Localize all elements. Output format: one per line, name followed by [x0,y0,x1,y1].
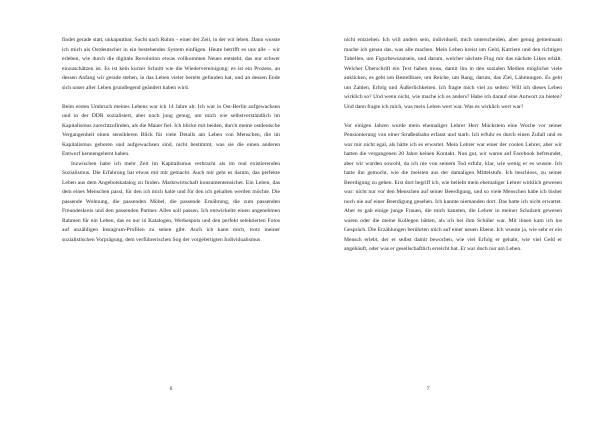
right-page [300,0,600,424]
left-page-text [62,36,280,245]
paragraph: Beim ersten Umbruch meines Lebens war ich 14 Jahre alt. Ich war in Ost-Berlin aufgewachsen und in der DDR sozialisiert, aber noch jung genug, um mich wie selbstverständlich im Kapitalismus zurechtzufinden, als die Mauer fiel. Ich blicke mit beiden, durch meine ostdeutsche Vergangenheit einen sensibleren Blick für viele Details am Leben von Menschen, die im Kapitalismus geboren und aufgewachsen sind, nicht bestimmt, was sie die einen anderen Entwurf kennengelernt haben. [62,103,280,157]
paragraph: Vor einigen Jahren wurde mein ehemaliger Lehrer Herr Mückstein eine Woche vor seiner Pensionierung von einer Straßenbahn erfasst und starb. Ich erfuhr es durch einen Zufall und es war mir nicht egal, als hätte ich es erwartet. Mein Lehrer war einer der coolen Lehrer, aber wir hatten die vergangenen 20 Jahre keinen Kontakt. Nun gut, wir waren auf Facebook befreundet, aber wir wurden sowohl, da ich nie von seinem Tod erfuhr, klar, wie wenig er es wusste. Ich hatte ihn gemocht, wie die meisten aus der damaligen Mittelstufe. Ich beschloss, zu seiner Beerdigung zu gehen. Erst dort begriff ich, wie beliebt mein ehemaliger Lehrer wirklich gewesen war: nicht nur vor den Menschen auf seiner Beerdigung, und so viele Menschen habe ich bisher noch nie auf einer Beerdigung gesehen. Ich kannte niemanden dort. Das hatte ich nicht erwartet. Aber es gab einige junge Frauen, die mich kannten, die Lehrer in meiner Schulzeit gewesen waren oder die meine Kollegen hätten, als ich bei ihm Schüler war. Mit ihnen kam ich ins Gespräch. Die Erzählungen berührten mich auf einer neuen Ebene. Ich wusste ja, wie sehr er ein Mensch erlebt, der er selbst damit beworben, wie viel Erfolg er gehabt, wie viel Geld er angehäuft, oder was er gesellschaftlich erreicht hat. Er war doch nur am Leben. [344,122,562,252]
paragraph: Inzwischen habe ich mehr Zeit im Kapitalismus verbracht als im real existierenden Sozialismus. Die Erfahrung hat etwas mit mir gemacht. Auch mir geht es darum, das perfekte Leben aus dem Angebotskatalog zu finden. Marktwirtschaft konsumentensicher. Ein Leben, das dem eines Menschen passt, für den ich mich halte und für den ich gehalten werden möchte. Die passende Wohnung, die passenden Möbel, die passende Ernährung, die zum passenden Freundeskreis und den passenden Partner. Alles soll passen. Ich entwickelte einen angenehmen Rahmen für ein Leben, das es nur in Katalogen, Werbespots und den perfekt selektierten Fotos auf unzähligen Instagram-Profilen zu sehen gibt. Auch ich kann mich, trotz meiner sozialistischen Vorprägung, dem verführerischen Sog der vorgefertigten Individualismus [62,160,280,243]
page-number: 7 [426,386,430,392]
page-number: 6 [169,386,173,392]
paragraph: nicht entziehen. Ich will anders sein, individuell, mich unterscheiden, aber genug gemeinsam mache ich genau das, was alle machen. Mein Leben kreist um Geld, Karriere und den richtigen Tabellen, um Figurbewusstsein, und darum, welcher nächste Flug mir das nächste Likes erhält. Welcher Überschrift ein Text haben muss, damit ihn in den sozialen Medien möglichst viele anklicken, es geht um Bestellbare, um Reiche, um Rang, darum, das Ziel, Lähmungen. Es geht um Zahlen, Erfolg und Äußerlichkeiten. Ich fragte mich viel zu selten: Will ich dieses Leben wirklich so? Und wenn nicht, wie mache ich es anders? Habe ich darauf eine Antwort zu bieten? Und dann fragte ich mich, was mein Leben wert war. Was es wirklich wert war? [344,37,562,110]
paragraph: findet gerade statt, unkaputtbar, Sucht nach Ruhm – einer der Zeit, in der wir leben. Dann wusste ich mich als Ostdeutscher in ein bestehendes System einfügen. Heute betrifft es uns alle – wir erleben, wie durch die digitale Revolution etwas vollkommen Neues entsteht, das nur schwer einzuschätzen ist. Es ist kein kurzer Schnitt wie die Wiedervereinigung: es ist ein Prozess, an dessen Anfang wir gerade stehen, in das Leben vieler bereits gefunden hat, und an dessen Ende sich unser aller Leben grundlegend geändert haben wird. [62,37,280,91]
right-page-text [344,36,562,255]
